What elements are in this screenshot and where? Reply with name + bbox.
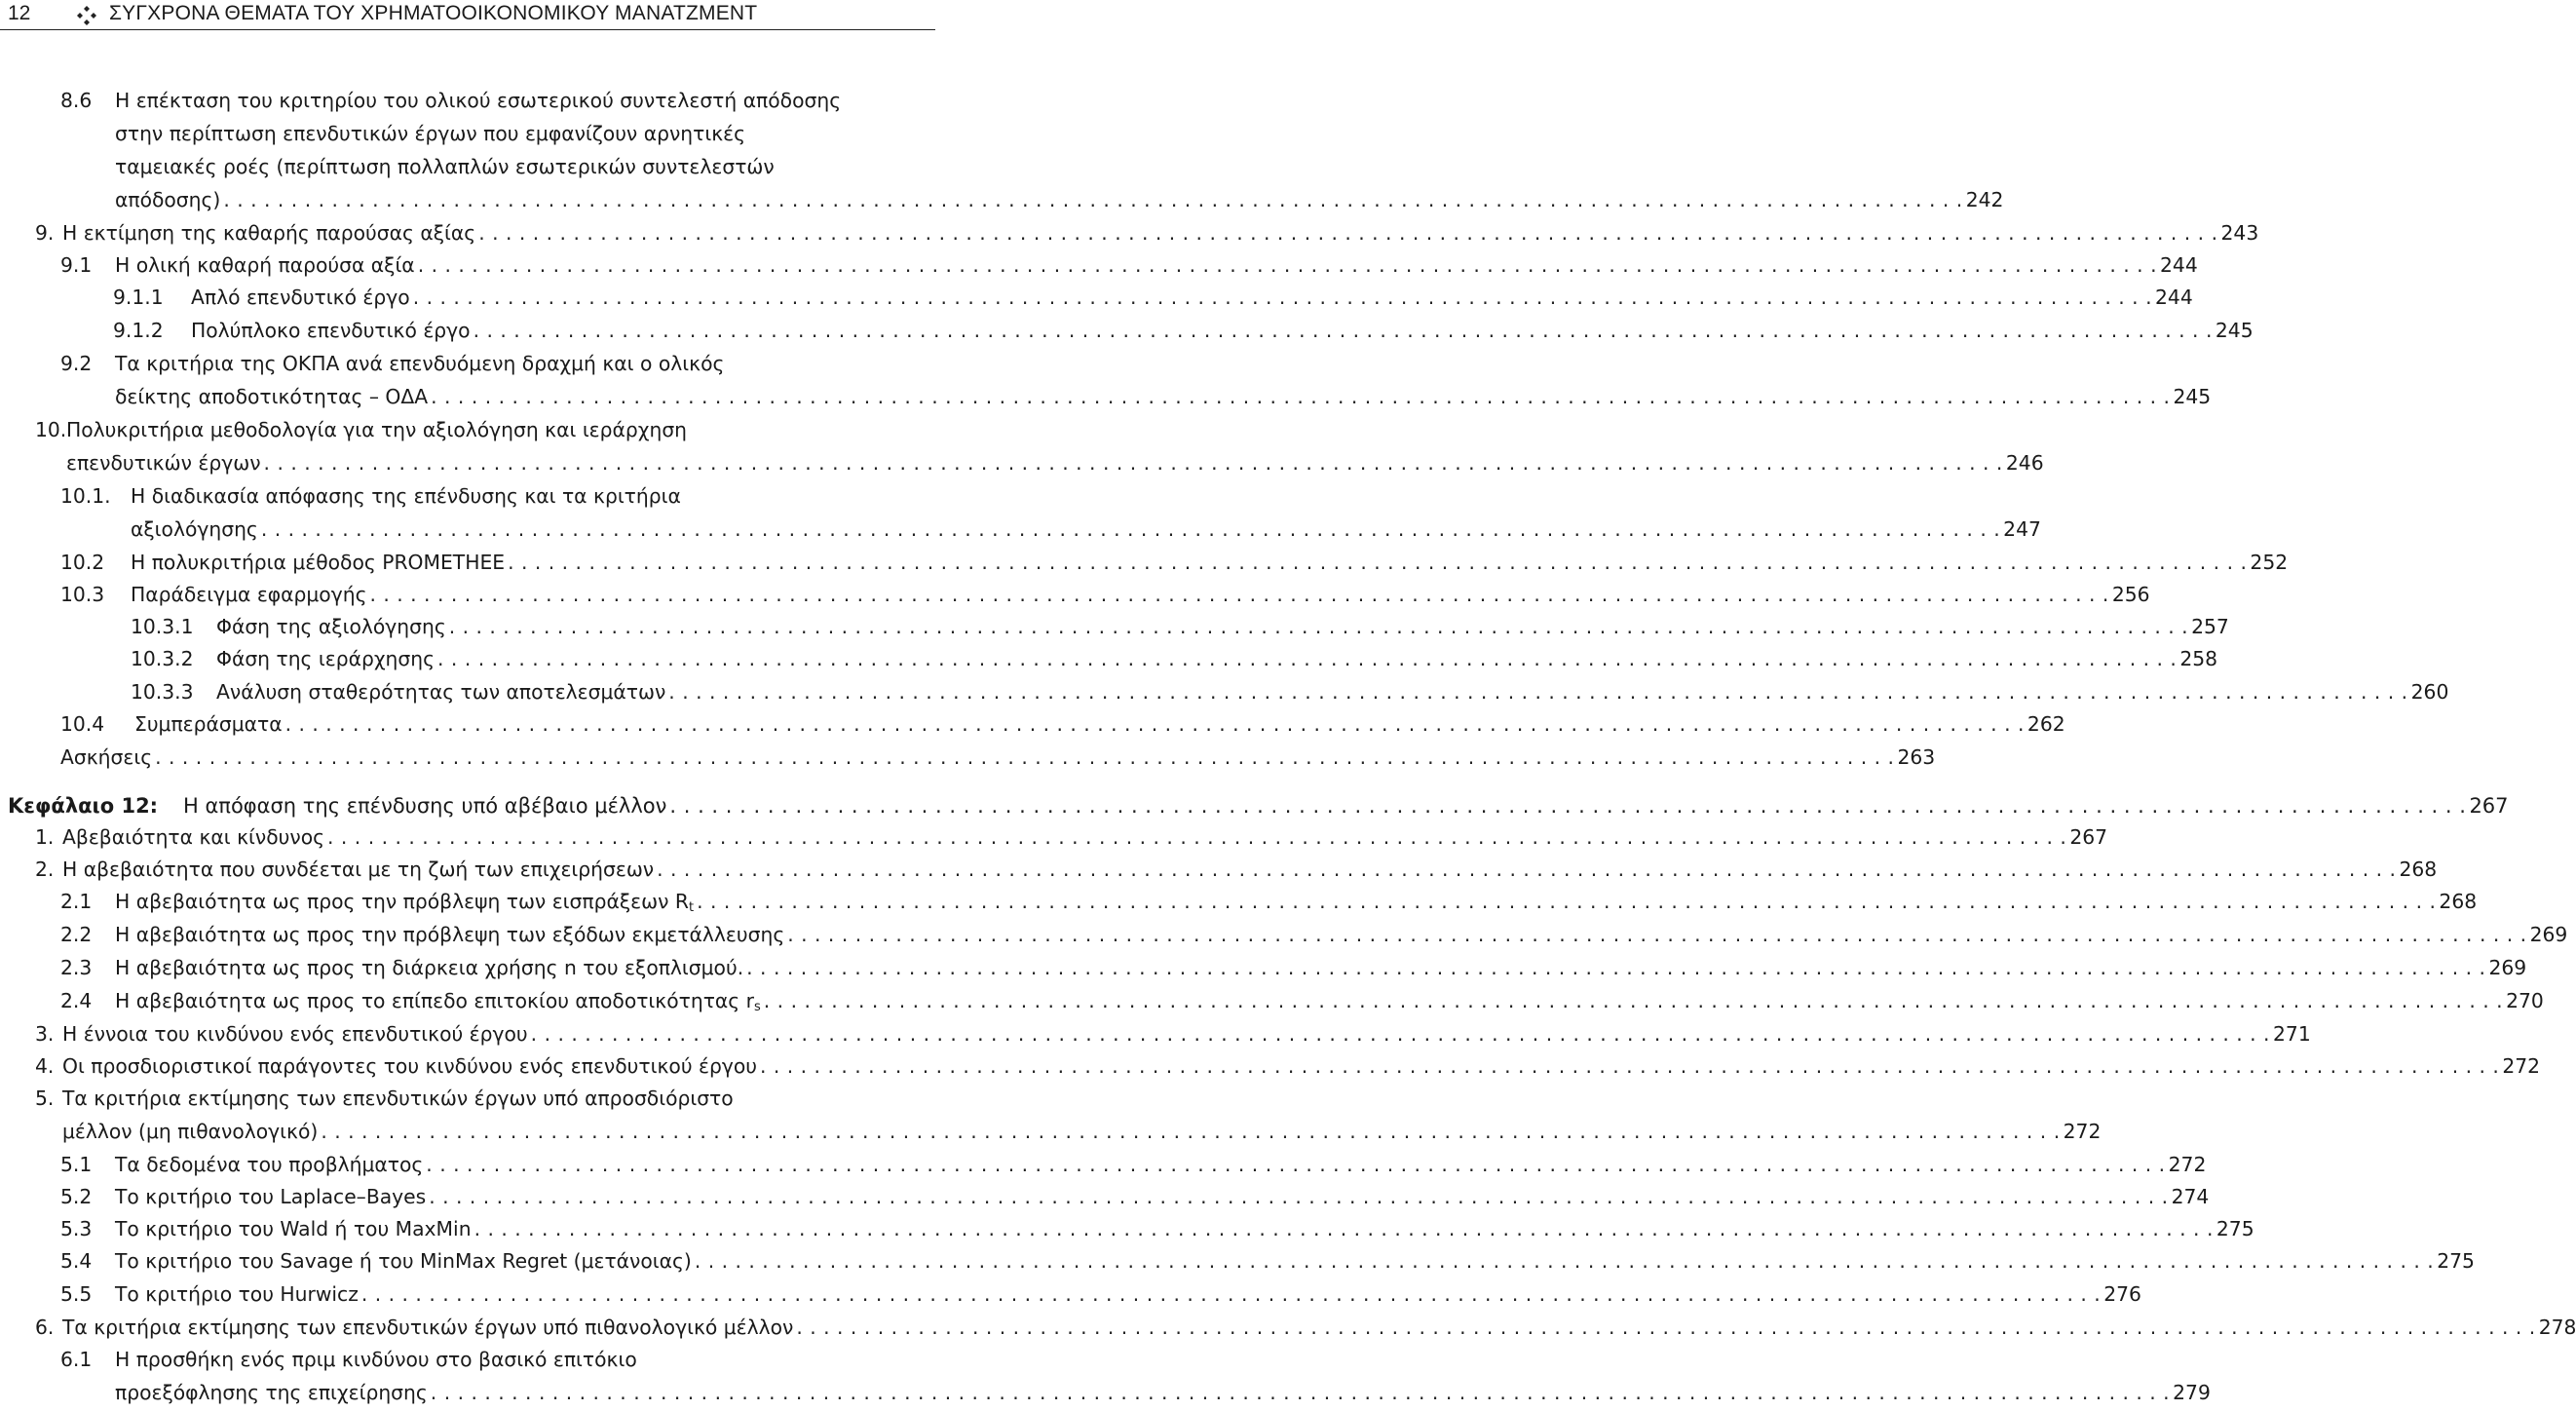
toc-entry-number: 10.3.1 xyxy=(131,615,194,638)
toc-page-number: 275 xyxy=(2437,1249,2475,1273)
toc-page-number: 268 xyxy=(2439,890,2478,913)
toc-entry-text: Η επέκταση του κριτηρίου του ολικού εσωτερικού συντελεστή απόδοσης xyxy=(115,89,842,112)
subscript: s xyxy=(754,1000,761,1014)
toc-page-number: 245 xyxy=(2173,385,2212,408)
dot-leader xyxy=(796,1313,2535,1342)
toc-entry-text: Η αβεβαιότητα ως προς την πρόβλεψη των εισπράξεων $R_t$ xyxy=(115,890,695,915)
toc-entry-text: Η απόφαση της επένδυσης υπό αβέβαιο μέλλον xyxy=(183,794,667,818)
toc-entry xyxy=(0,855,2438,888)
toc-entry-text: Η αβεβαιότητα ως προς το επίπεδο επιτοκίου αποδοτικότητας $r_s$ xyxy=(115,989,761,1014)
toc-page-number: 242 xyxy=(1965,188,2004,211)
dot-leader xyxy=(764,986,2503,1015)
toc-page-number: 272 xyxy=(2063,1120,2102,1143)
toc-entry-number: Κεφάλαιο 12: xyxy=(8,794,159,818)
toc-entry-number: 5.4 xyxy=(60,1249,93,1273)
dot-leader xyxy=(431,382,2170,411)
toc-entry-number: 9. xyxy=(35,221,55,245)
toc-entry-number: 4. xyxy=(35,1054,55,1078)
toc-entry-number: 2.1 xyxy=(60,890,93,913)
toc-entry xyxy=(0,283,2193,316)
dot-leader xyxy=(474,316,2213,345)
toc-page-number: 257 xyxy=(2191,615,2229,638)
toc-entry-number: 6.1 xyxy=(60,1348,93,1371)
toc-entry xyxy=(0,1182,2210,1215)
toc-entry xyxy=(0,86,2004,218)
toc-entry-text: Οι προσδιοριστικοί παράγοντες του κινδύνου ενός επενδυτικού έργου xyxy=(62,1054,757,1078)
toc-entry-number: 9.1.1 xyxy=(113,286,164,309)
dot-leader xyxy=(361,1279,2101,1309)
toc-entry-text: Απλό επενδυτικό έργο xyxy=(191,286,410,309)
dot-leader xyxy=(369,580,2108,609)
toc-entry xyxy=(0,548,2289,581)
toc-entry xyxy=(0,1345,2211,1411)
toc-entry xyxy=(0,580,2150,613)
toc-entry xyxy=(0,986,2544,1019)
toc-entry-text: Το κριτήριο του Laplace–Bayes xyxy=(115,1185,427,1208)
toc-entry-text: Τα δεδομένα του προβλήματος xyxy=(115,1153,424,1176)
toc-entry-number: 5.2 xyxy=(60,1185,93,1208)
toc-entry-number: 2. xyxy=(35,858,55,881)
toc-entry-text: Παράδειγμα εφαρμογής xyxy=(131,583,367,606)
toc-entry-text: μέλλον (μη πιθανολογικό) xyxy=(62,1120,319,1143)
toc-entry xyxy=(0,677,2449,710)
toc-entry xyxy=(0,1313,2576,1346)
toc-entry xyxy=(0,1279,2141,1313)
toc-entry xyxy=(0,1084,2102,1150)
toc-entry-text: Η προσθήκη ενός πριμ κινδύνου στο βασικό επιτόκιο xyxy=(115,1348,637,1371)
toc-entry-text: Ανάλυση σταθερότητας των αποτελεσμάτων xyxy=(216,680,666,704)
toc-entry-text: Τα κριτήρια της ΟΚΠΑ ανά επενδυόμενη δραχμή και ο ολικός xyxy=(115,352,725,375)
toc-page-number: 278 xyxy=(2538,1316,2576,1339)
toc-entry-text: Η αβεβαιότητα που συνδέεται με τη ζωή των επιχειρήσεων xyxy=(62,858,655,881)
toc-page-number: 244 xyxy=(2155,286,2193,309)
toc-entry-number: 2.3 xyxy=(60,956,93,979)
toc-entry-text: απόδοσης) xyxy=(115,188,221,211)
toc-entry-text: Το κριτήριο του Hurwicz xyxy=(115,1282,359,1306)
toc-page-number: 260 xyxy=(2410,680,2449,704)
toc-entry-text: Η αβεβαιότητα ως προς την πρόβλεψη των εξόδων εκμετάλλευσης xyxy=(115,923,785,946)
toc-entry-text: Πολύπλοκο επενδυτικό έργο xyxy=(191,319,471,342)
toc-entry xyxy=(0,250,2198,284)
toc-entry xyxy=(0,1150,2207,1183)
toc-page-number: 270 xyxy=(2506,989,2544,1012)
dot-leader xyxy=(261,515,2000,544)
toc-entry-text: Ασκήσεις xyxy=(60,745,153,769)
toc-entry-number: 10.1. xyxy=(60,484,111,508)
toc-entry-number: 5.3 xyxy=(60,1217,93,1240)
toc-entry-number: 10.3.2 xyxy=(131,647,194,670)
toc-entry-number: 10.2 xyxy=(60,551,105,574)
toc-page-number: 275 xyxy=(2216,1217,2254,1240)
toc-entry-number: 2.2 xyxy=(60,923,93,946)
dot-leader xyxy=(531,1019,2270,1049)
toc-page-number: 274 xyxy=(2171,1185,2210,1208)
toc-page-number: 245 xyxy=(2215,319,2254,342)
toc-entry-text: Αβεβαιότητα και κίνδυνος xyxy=(62,825,325,849)
toc-entry xyxy=(0,349,2212,415)
dot-leader xyxy=(223,185,1962,214)
toc-entry-text: προεξόφλησης της επιχείρησης xyxy=(115,1381,428,1404)
toc-entry xyxy=(0,1051,2541,1085)
toc-entry-number: 2.4 xyxy=(60,989,93,1012)
dot-leader xyxy=(327,822,2066,852)
dot-leader xyxy=(429,1182,2168,1211)
toc-entry-text: αξιολόγησης xyxy=(131,517,258,541)
toc-entry xyxy=(0,743,1936,776)
dot-leader xyxy=(669,791,2466,820)
toc-page-number: 243 xyxy=(2220,221,2259,245)
toc-entry-text: Η έννοια του κινδύνου ενός επενδυτικού έργου xyxy=(62,1022,528,1046)
subscript: t xyxy=(688,900,695,915)
dot-leader xyxy=(449,612,2188,641)
toc-entry xyxy=(0,822,2108,856)
toc-entry-text: Φάση της ιεράρχησης xyxy=(216,647,436,670)
toc-entry xyxy=(0,953,2527,986)
dot-leader xyxy=(746,953,2485,982)
toc-page-number: 269 xyxy=(2488,956,2527,979)
dot-leader xyxy=(787,920,2526,949)
toc-entry-text: Η ολική καθαρή παρούσα αξία xyxy=(115,253,415,277)
toc-entry-text: επενδυτικών έργων xyxy=(66,451,261,475)
toc-entry xyxy=(0,920,2568,953)
toc-page-number: 279 xyxy=(2173,1381,2211,1404)
dot-leader xyxy=(668,677,2407,706)
toc-entry xyxy=(0,644,2218,677)
toc-entry xyxy=(0,1214,2254,1247)
toc-entry-text: Το κριτήριο του Savage ή του MinMax Regret (μετάνοιας) xyxy=(115,1249,692,1273)
toc-entry-text: Η πολυκριτήρια μέθοδος PROMETHEE xyxy=(131,551,506,574)
toc-page-number: 267 xyxy=(2469,794,2509,818)
toc-entry xyxy=(0,218,2259,251)
toc-entry xyxy=(0,709,2065,743)
toc-page-number: 246 xyxy=(2005,451,2044,475)
toc-page-number: 271 xyxy=(2273,1022,2311,1046)
toc-page-number: 262 xyxy=(2027,712,2065,736)
toc-entry xyxy=(0,1019,2311,1052)
toc-entry-text: Φάση της αξιολόγησης xyxy=(216,615,446,638)
toc-page-number: 252 xyxy=(2250,551,2289,574)
toc-entry-number: 10.3 xyxy=(60,583,105,606)
toc-entry-text: Πολυκριτήρια μεθοδολογία για την αξιολόγηση και ιεράρχηση xyxy=(66,418,688,441)
toc-entry-text: Το κριτήριο του Wald ή του MaxMin xyxy=(115,1217,472,1240)
toc-entry xyxy=(0,481,2041,548)
dot-leader xyxy=(431,1378,2170,1407)
chapter-heading xyxy=(0,791,2509,824)
toc-entry xyxy=(0,316,2254,349)
toc-entry xyxy=(0,1246,2475,1279)
toc-entry-number: 1. xyxy=(35,825,55,849)
page-number: 12 xyxy=(8,2,31,24)
dot-leader xyxy=(474,1214,2214,1243)
toc-page-number: 276 xyxy=(2103,1282,2141,1306)
dot-leader xyxy=(418,250,2157,280)
dot-leader xyxy=(760,1051,2499,1081)
toc-entry-text: δείκτης αποδοτικότητας – ΟΔΑ xyxy=(115,385,429,408)
toc-entry-number: 8.6 xyxy=(60,89,93,112)
toc-page-number: 269 xyxy=(2529,923,2568,946)
toc-entry-number: 9.1 xyxy=(60,253,93,277)
toc-page-number: 256 xyxy=(2111,583,2150,606)
toc-entry-number: 6. xyxy=(35,1316,55,1339)
toc-entry-text: Η εκτίμηση της καθαρής παρούσας αξίας xyxy=(62,221,476,245)
dot-leader xyxy=(426,1150,2165,1179)
toc-page-number: 267 xyxy=(2069,825,2108,849)
toc-entry-number: 10. xyxy=(35,418,67,441)
dot-leader xyxy=(697,887,2436,916)
dot-leader xyxy=(285,709,2025,739)
toc-entry-text: Η αβεβαιότητα ως προς τη διάρκεια χρήσης n του εξοπλισμού. xyxy=(115,956,744,979)
toc-entry-text: στην περίπτωση επενδυτικών έργων που εμφανίζουν αρνητικές xyxy=(115,122,746,145)
book-title: ΣΥΓΧΡΟΝΑ ΘΕΜΑΤΑ ΤΟΥ ΧΡΗΜΑΤΟΟΙΚΟΝΟΜΙΚΟΥ ΜΑΝΑΤΖΜΕΝΤ xyxy=(109,2,758,24)
toc-page-number: 263 xyxy=(1897,745,1936,769)
toc-entry-number: 10.4 xyxy=(60,712,105,736)
dot-leader xyxy=(478,218,2217,248)
toc-page-number: 247 xyxy=(2003,517,2041,541)
toc-entry-text: Η διαδικασία απόφασης της επένδυσης και τα κριτήρια xyxy=(131,484,681,508)
toc-entry xyxy=(0,415,2044,481)
toc-entry-number: 9.2 xyxy=(60,352,93,375)
toc-entry-text: ταμειακές ροές (περίπτωση πολλαπλών εσωτερικών συντελεστών xyxy=(115,155,775,178)
toc-page-number: 272 xyxy=(2502,1054,2541,1078)
toc-entry xyxy=(0,887,2478,920)
toc-page-number: 268 xyxy=(2399,858,2438,881)
toc-page-number: 244 xyxy=(2160,253,2198,277)
toc-entry-number: 9.1.2 xyxy=(113,319,164,342)
toc-entry-number: 5.5 xyxy=(60,1282,93,1306)
dot-leader xyxy=(321,1117,2060,1146)
toc-entry-text: Τα κριτήρια εκτίμησης των επενδυτικών έργων υπό πιθανολογικό μέλλον xyxy=(62,1316,794,1339)
toc-page-number: 258 xyxy=(2179,647,2218,670)
dot-leader xyxy=(657,855,2396,884)
toc-entry-number: 3. xyxy=(35,1022,55,1046)
dot-leader xyxy=(695,1246,2434,1276)
dot-leader xyxy=(264,448,2003,477)
toc-entry-text: Τα κριτήρια εκτίμησης των επενδυτικών έργων υπό απροσδιόριστο xyxy=(62,1087,734,1110)
toc-entry-number: 5.1 xyxy=(60,1153,93,1176)
toc-entry xyxy=(0,612,2229,645)
dot-leader xyxy=(155,743,1894,772)
dot-leader xyxy=(437,644,2177,673)
toc-entry-number: 10.3.3 xyxy=(131,680,194,704)
toc-entry-number: 5. xyxy=(35,1087,55,1110)
dot-leader xyxy=(413,283,2152,312)
toc-page-number: 272 xyxy=(2168,1153,2207,1176)
toc-entry-text: Συμπεράσματα xyxy=(134,712,283,736)
dot-leader xyxy=(508,548,2247,577)
